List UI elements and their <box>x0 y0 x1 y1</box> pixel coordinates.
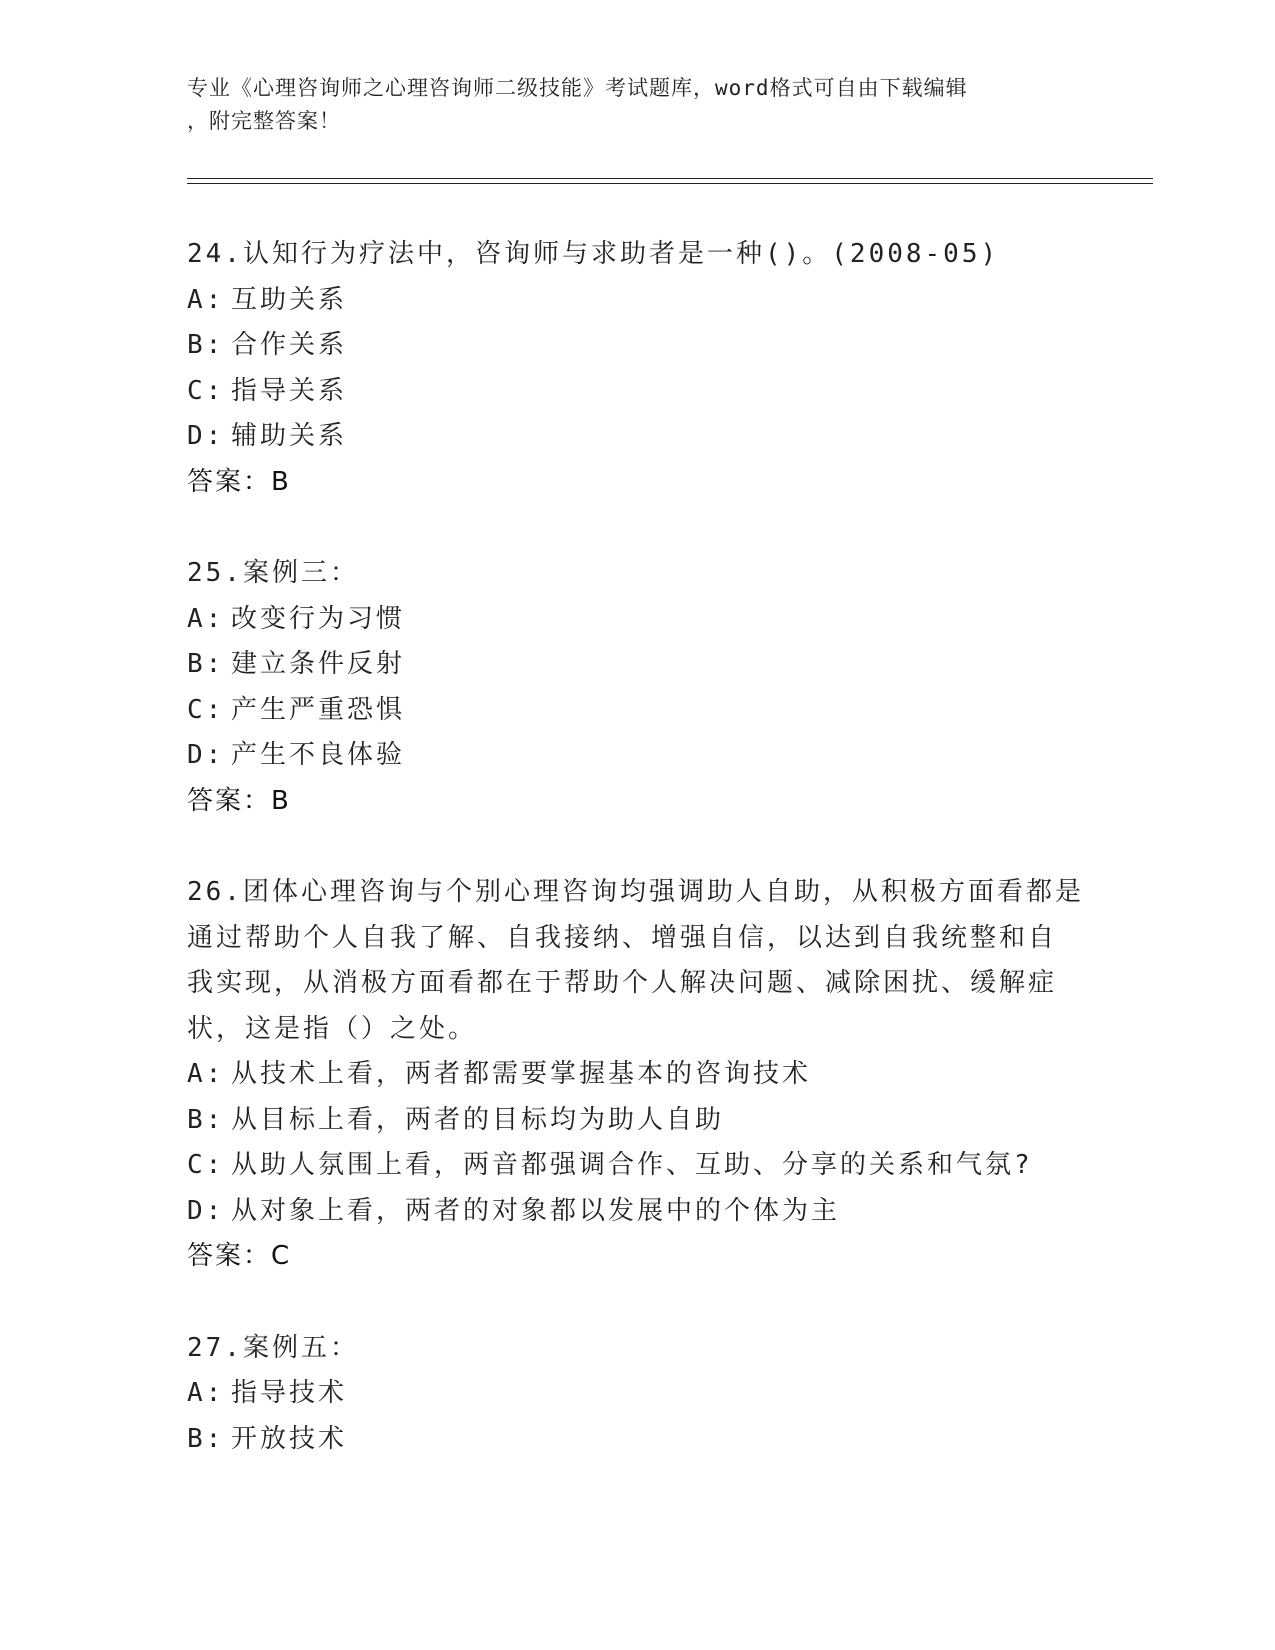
question-stem-line: 状，这是指（）之处。 <box>187 1013 478 1044</box>
option-text: 指导技术 <box>231 1378 348 1408</box>
question-block <box>187 1326 1087 1463</box>
answer-key: 答案：B <box>187 785 291 816</box>
answer-option <box>187 1371 1087 1417</box>
question-stem-line: 26.团体心理咨询与个别心理咨询均强调助人自助，从积极方面看都是 <box>187 877 1084 907</box>
option-letter: D: <box>187 1195 225 1226</box>
option-letter: B: <box>187 1104 225 1135</box>
option-letter: C: <box>187 1150 225 1180</box>
answer-option <box>187 1052 1087 1098</box>
option-letter: B: <box>187 649 225 679</box>
answer-key: 答案：B <box>187 466 291 497</box>
answer-option <box>187 1189 1087 1235</box>
answer-option <box>187 1417 1087 1463</box>
answer-option <box>187 597 1087 643</box>
option-letter: C: <box>187 375 225 406</box>
question-stem-line: 通过帮助个人自我了解、自我接纳、增强自信，以达到自我统整和自 <box>187 922 1058 953</box>
option-text: 指导关系 <box>231 375 348 406</box>
option-letter: B: <box>187 1423 225 1454</box>
header-divider-second <box>187 183 1153 184</box>
header-line-1: 专业《心理咨询师之心理咨询师二级技能》考试题库，word格式可自由下载编辑 <box>187 76 968 100</box>
question-list <box>187 232 1087 1508</box>
document-header <box>187 72 1067 138</box>
option-letter: A: <box>187 284 225 315</box>
question-stem-line: 我实现，从消极方面看都在于帮助个人解决问题、减除困扰、缓解症 <box>187 968 1058 998</box>
option-text: 合作关系 <box>231 330 348 360</box>
option-letter: B: <box>187 330 225 360</box>
option-text: 互助关系 <box>231 284 348 315</box>
answer-option <box>187 414 1087 460</box>
question-block <box>187 232 1087 505</box>
question-block <box>187 870 1087 1280</box>
answer-option <box>187 1143 1087 1189</box>
answer-option <box>187 323 1087 369</box>
question-stem-line: 27.案例五： <box>187 1332 359 1363</box>
question-stem-line: 25.案例三： <box>187 558 359 588</box>
option-letter: A: <box>187 1378 225 1408</box>
question-stem-line: 24.认知行为疗法中，咨询师与求助者是一种()。(2008-05) <box>187 239 1000 269</box>
option-letter: D: <box>187 740 225 770</box>
answer-option <box>187 733 1087 779</box>
option-text: 从助人氛围上看，两音都强调合作、互助、分享的关系和气氛? <box>231 1150 1033 1180</box>
option-text: 改变行为习惯 <box>231 603 406 634</box>
option-text: 开放技术 <box>231 1423 348 1454</box>
option-text: 辅助关系 <box>231 421 348 451</box>
option-text: 从技术上看，两者都需要掌握基本的咨询技术 <box>231 1059 812 1089</box>
option-letter: A: <box>187 603 225 634</box>
option-text: 产生不良体验 <box>231 740 406 770</box>
option-letter: C: <box>187 694 225 725</box>
option-text: 产生严重恐惧 <box>231 694 406 725</box>
answer-option <box>187 1098 1087 1144</box>
header-line-2: ，附完整答案！ <box>187 109 341 133</box>
option-letter: A: <box>187 1059 225 1089</box>
answer-option <box>187 278 1087 324</box>
answer-option <box>187 642 1087 688</box>
option-text: 从目标上看，两者的目标均为助人自助 <box>231 1104 725 1135</box>
answer-option <box>187 369 1087 415</box>
answer-option <box>187 688 1087 734</box>
option-text: 建立条件反射 <box>231 649 406 679</box>
answer-key: 答案：C <box>187 1241 292 1271</box>
question-block <box>187 551 1087 824</box>
option-text: 从对象上看，两者的对象都以发展中的个体为主 <box>231 1195 841 1226</box>
header-divider <box>187 178 1153 179</box>
option-letter: D: <box>187 421 225 451</box>
